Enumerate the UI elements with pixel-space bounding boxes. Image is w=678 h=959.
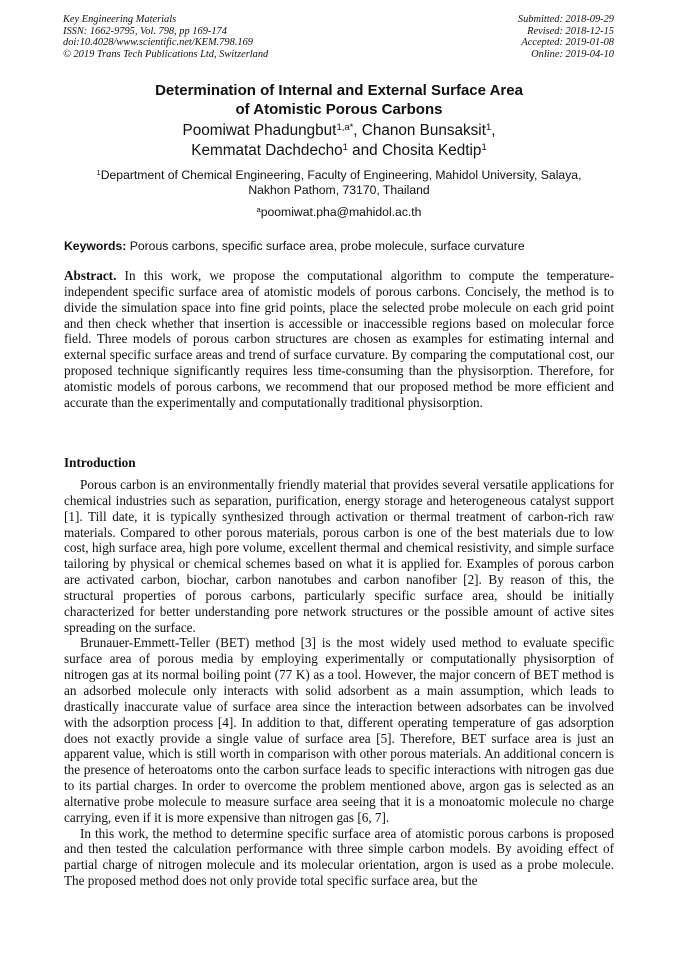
paragraph: Brunauer-Emmett-Teller (BET) method [3] is the most widely used method to evaluate specific surface area of porous media by employing experimentally or computationally physisorption of nitrogen gas at its normal boiling point (77 K) as a tool. However, the major concern of BET method is an adsorbed molecule only interacts with solid adsorbent as a main assumption, which leads to drastically inaccurate value of surface area since the interaction between adsorbates can be involved with the adsorption process [4]. In addition to that, different operating temperature of gas adsorption does not exactly provide a single value of surface area [5]. Therefore, BET surface area is just an apparent value, which is still worth in comparison with other porous materials. An additional concern is the presence of heteroatoms onto the carbon surface leads to specific interactions with nitrogen gas due to its partial charges. In order to overcome the problem mentioned above, argon gas is selected as an alternative probe molecule to measure surface area seeing that it is a monoatomic molecule no charge carrying, even if it is more expensive than nitrogen gas [6, 7]. [64,635,614,825]
author-list [64,121,614,161]
author-line-1 [64,121,614,141]
abstract-label: Abstract. [64,268,117,283]
revised-date: Revised: 2018-12-15 [527,25,614,37]
author-name: Kemmatat Dachdecho [191,142,343,159]
email-address[interactable]: poomiwat.pha@mahidol.ac.th [260,205,422,219]
author-separator: and [347,142,382,159]
abstract-text: In this work, we propose the computational algorithm to compute the temperature-independent specific surface area of atomistic models of porous carbons. Concisely, the method is to divide the simulation space into fine grid points, place the selected probe molecule on each grid point and then check whether that insertion is accessible or inaccessible regions based on molecular force field. Three models of porous carbon structures are chosen as examples for estimating internal and external specific surface areas and trend of surface curvature. By comparing the computational cost, our proposed technique significantly requires less time-consuming than the physisorption. Therefore, for atomistic models of porous carbons, we recommend that our proposed method be more efficient and accurate than the experimentally and computationally traditional physisorption. [64,268,614,410]
keywords-text: Porous carbons, specific surface area, probe molecule, surface curvature [126,239,525,253]
issn-volume: ISSN: 1662-9795, Vol. 798, pp 169-174 [63,25,227,37]
keywords-label: Keywords: [64,239,127,253]
author-separator: , [491,122,496,139]
paragraph: In this work, the method to determine specific surface area of atomistic porous carbons is proposed and then tested the calculation performance with three simple carbon models. By avoiding effect of partial charge of nitrogen molecule and its molecular orientation, argon is used as a probe molecule. The proposed method does not only provide total specific surface area, but the [64,825,614,889]
author-separator: , [353,122,362,139]
introduction-body [64,477,614,889]
online-date: Online: 2019-04-10 [531,48,614,60]
author-line-2 [64,141,614,161]
copyright: © 2019 Trans Tech Publications Ltd, Switzerland [63,48,269,60]
author-affil-marker: 1 [481,141,487,153]
submitted-date: Submitted: 2018-09-29 [517,14,614,25]
affiliation [64,168,614,198]
paper-title [64,81,614,119]
author-affil-marker: 1 [342,141,348,153]
affiliation-line-1 [64,168,614,183]
author-name: Chanon Bunsaksit [361,122,486,139]
author-name: Poomiwat Phadungbut [182,122,337,139]
section-heading-introduction: Introduction [64,455,136,470]
keywords [64,239,624,254]
abstract [64,268,614,411]
affiliation-line-2: Nakhon Pathom, 73170, Thailand [248,183,430,197]
author-affil-marker: 1 [485,121,492,133]
journal-info [63,14,268,60]
journal-name: Key Engineering Materials [63,14,177,25]
corresponding-email [64,205,614,220]
affiliation-marker: 1 [96,167,101,177]
title-line-2: of Atomistic Porous Carbons [235,101,443,118]
author-affil-marker: 1,a* [336,121,354,133]
affiliation-text: Department of Chemical Engineering, Faculty of Engineering, Mahidol University, Salaya, [100,168,582,182]
author-name: Chosita Kedtip [381,142,482,159]
title-line-1: Determination of Internal and External Surface Area [155,82,523,99]
email-marker: a [256,204,261,214]
publication-dates [518,14,614,60]
accepted-date: Accepted: 2019-01-08 [521,37,614,49]
paragraph: Porous carbon is an environmentally friendly material that provides several versatile applications for chemical industries such as separation, purification, energy storage and heterogeneous catalyst support [1]. Till date, it is typically synthesized through activation or thermal treatment of carbon-rich raw materials. Compared to other porous materials, porous carbon is one of the best materials due to low cost, high surface area, high pore volume, excellent thermal and chemical resistivity, and simple surface tailoring by physical or chemical schemes based on what it is applied for. Examples of porous carbon are activated carbon, biochar, carbon nanotubes and carbon nanofiber [2]. By reason of this, the structural properties of porous carbons, particularly specific surface area, should be initially characterized for better understanding pore network structures or the possible amount of active sites spreading on the surface. [64,477,614,635]
doi: doi:10.4028/www.scientific.net/KEM.798.169 [63,37,253,49]
